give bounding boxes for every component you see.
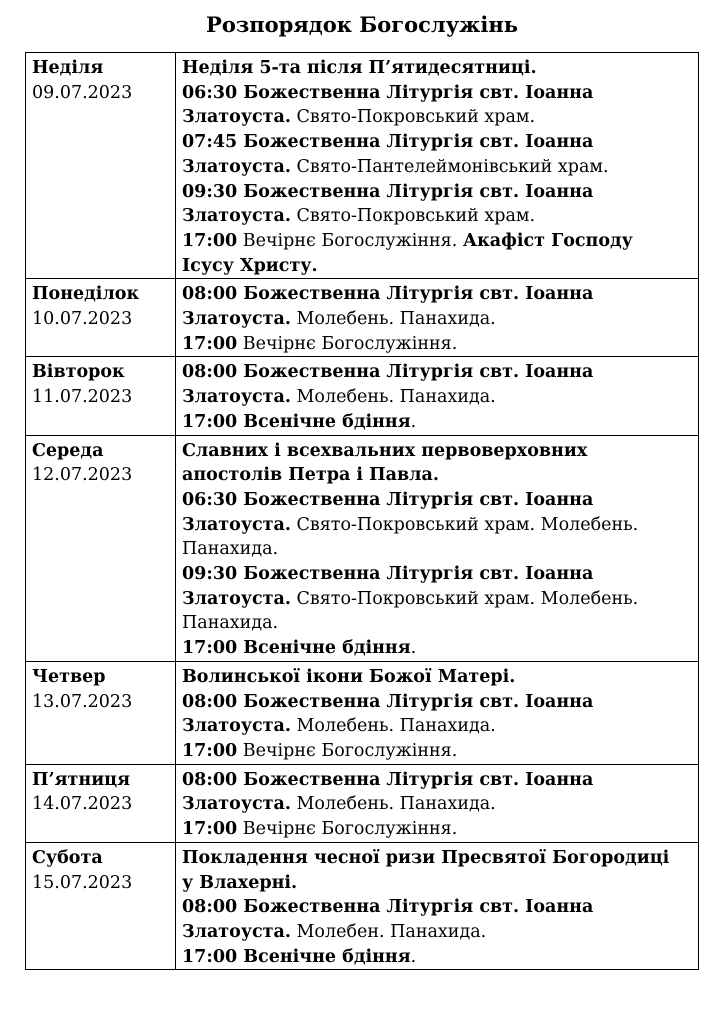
table-row <box>26 279 699 357</box>
service-line <box>182 895 692 920</box>
service-line <box>182 739 692 764</box>
service-text: Свято-Покровський храм. <box>290 107 536 128</box>
service-line <box>182 562 692 587</box>
service-line <box>182 488 692 513</box>
service-text-bold: 17:00 Всенічне бдіння <box>182 638 411 659</box>
service-text: Молебень. Панахида. <box>290 309 496 330</box>
service-text-bold: Златоуста. <box>182 794 291 815</box>
service-line <box>182 254 692 279</box>
service-text-bold: Неділя 5-та після П’ятидесятниці. <box>182 58 537 78</box>
service-line <box>182 360 692 385</box>
schedule-table <box>25 52 699 970</box>
service-text: . <box>410 411 417 432</box>
day-name: Неділя <box>32 58 104 78</box>
service-text: Молебень. Панахида. <box>290 387 496 408</box>
service-text: Свято-Покровський храм. <box>290 206 536 227</box>
service-line <box>182 105 692 130</box>
service-text-bold: 17:00 <box>182 333 238 354</box>
service-text: Свято-Покровський храм. Молебень. <box>290 588 639 609</box>
service-text: Панахида. <box>182 539 279 560</box>
day-cell <box>26 842 176 970</box>
schedule-body <box>26 53 699 970</box>
service-line <box>182 920 692 945</box>
service-line <box>182 537 692 562</box>
service-text-bold: Златоуста. <box>182 206 291 227</box>
service-text: Вечірнє Богослужіння. <box>237 819 458 840</box>
service-text-bold: 17:00 <box>182 230 238 251</box>
service-text: Панахида. <box>182 613 279 634</box>
day-date: 14.07.2023 <box>32 794 133 815</box>
page-title: Розпорядок Богослужінь <box>206 12 518 37</box>
service-text-bold: 08:00 Божественна Літургія свт. Іоанна <box>182 362 594 383</box>
service-text: Вечірнє Богослужіння. <box>237 740 458 761</box>
service-text-bold: 17:00 Всенічне бдіння <box>182 411 411 432</box>
service-text-bold: Ісусу Христу. <box>182 255 318 276</box>
service-line <box>182 463 692 488</box>
service-line <box>182 439 692 464</box>
service-text-bold: Златоуста. <box>182 921 291 942</box>
service-line <box>182 768 692 793</box>
service-line <box>182 587 692 612</box>
service-line <box>182 410 692 435</box>
service-text-bold: Златоуста. <box>182 588 291 609</box>
service-text-bold: Акафіст Господу <box>462 230 633 251</box>
service-line <box>182 871 692 896</box>
service-text-bold: Златоуста. <box>182 514 291 535</box>
service-line <box>182 846 692 871</box>
service-text-bold: 17:00 <box>182 819 238 840</box>
day-name: Субота <box>32 847 103 868</box>
table-row <box>26 842 699 970</box>
service-line <box>182 332 692 357</box>
service-text: Молебень. Панахида. <box>290 794 496 815</box>
day-cell <box>26 279 176 357</box>
services-cell <box>176 842 699 970</box>
day-cell <box>26 53 176 279</box>
service-text-bold: Златоуста. <box>182 387 291 408</box>
services-cell <box>176 53 699 279</box>
service-text-bold: 09:30 Божественна Літургія свт. Іоанна <box>182 181 594 202</box>
table-row <box>26 764 699 842</box>
service-line <box>182 690 692 715</box>
service-text-bold: Златоуста. <box>182 309 291 330</box>
service-text-bold: Златоуста. <box>182 107 291 128</box>
day-date: 12.07.2023 <box>32 465 133 486</box>
service-text-bold: Волинської ікони Божої Матері. <box>182 666 516 687</box>
service-text-bold: апостолів Петра і Павла. <box>182 465 439 486</box>
service-text-bold: 17:00 <box>182 740 238 761</box>
service-text-bold: 08:00 Божественна Літургія свт. Іоанна <box>182 897 594 918</box>
service-text: . <box>410 638 417 659</box>
service-text-bold: у Влахерні. <box>182 872 298 893</box>
service-text-bold: 06:30 Божественна Літургія свт. Іоанна <box>182 82 594 103</box>
service-line <box>182 307 692 332</box>
table-row <box>26 435 699 661</box>
service-line <box>182 513 692 538</box>
service-text-bold: Златоуста. <box>182 156 291 177</box>
service-line <box>182 385 692 410</box>
service-text-bold: 08:00 Божественна Літургія свт. Іоанна <box>182 769 594 790</box>
service-text-bold: Славних і всехвальних первоверховних <box>182 440 588 461</box>
service-line <box>182 611 692 636</box>
table-row <box>26 357 699 435</box>
day-date: 15.07.2023 <box>32 872 133 893</box>
service-text: Молебень. Панахида. <box>290 716 496 737</box>
service-text-bold: 08:00 Божественна Літургія свт. Іоанна <box>182 691 594 712</box>
day-date: 11.07.2023 <box>32 387 133 408</box>
service-line <box>182 130 692 155</box>
service-line <box>182 229 692 254</box>
day-name: Понеділок <box>32 284 140 305</box>
service-line <box>182 665 692 690</box>
service-text-bold: Покладення чесної ризи Пресвятої Богородиці <box>182 847 670 868</box>
services-cell <box>176 764 699 842</box>
service-line <box>182 56 692 81</box>
day-date: 13.07.2023 <box>32 691 133 712</box>
day-cell <box>26 357 176 435</box>
services-cell <box>176 279 699 357</box>
table-row <box>26 661 699 764</box>
service-line <box>182 180 692 205</box>
service-text: Вечірнє Богослужіння. <box>237 333 458 354</box>
service-line <box>182 81 692 106</box>
service-text: Свято-Покровський храм. Молебень. <box>290 514 639 535</box>
service-text: Свято-Пантелеймонівський храм. <box>290 156 609 177</box>
service-line <box>182 714 692 739</box>
day-name: П’ятниця <box>32 769 131 790</box>
service-line <box>182 817 692 842</box>
service-text-bold: 09:30 Божественна Літургія свт. Іоанна <box>182 564 594 585</box>
service-line <box>182 636 692 661</box>
day-date: 10.07.2023 <box>32 309 133 330</box>
service-line <box>182 945 692 970</box>
service-line <box>182 792 692 817</box>
service-line <box>182 155 692 180</box>
service-line <box>182 282 692 307</box>
service-text: Вечірнє Богослужіння. <box>237 230 463 251</box>
service-text-bold: Златоуста. <box>182 716 291 737</box>
day-cell <box>26 435 176 661</box>
day-name: Вівторок <box>32 362 125 383</box>
services-cell <box>176 661 699 764</box>
service-text-bold: 17:00 Всенічне бдіння <box>182 946 411 967</box>
table-row <box>26 53 699 279</box>
day-cell <box>26 764 176 842</box>
services-cell <box>176 435 699 661</box>
services-cell <box>176 357 699 435</box>
day-date: 09.07.2023 <box>32 82 133 103</box>
service-text: Молебен. Панахида. <box>290 921 487 942</box>
service-text: . <box>410 946 417 967</box>
day-name: Четвер <box>32 666 106 687</box>
day-name: Середа <box>32 440 104 461</box>
service-text-bold: 07:45 Божественна Літургія свт. Іоанна <box>182 132 594 153</box>
service-text-bold: 08:00 Божественна Літургія свт. Іоанна <box>182 284 594 305</box>
service-text-bold: 06:30 Божественна Літургія свт. Іоанна <box>182 489 594 510</box>
day-cell <box>26 661 176 764</box>
service-line <box>182 204 692 229</box>
